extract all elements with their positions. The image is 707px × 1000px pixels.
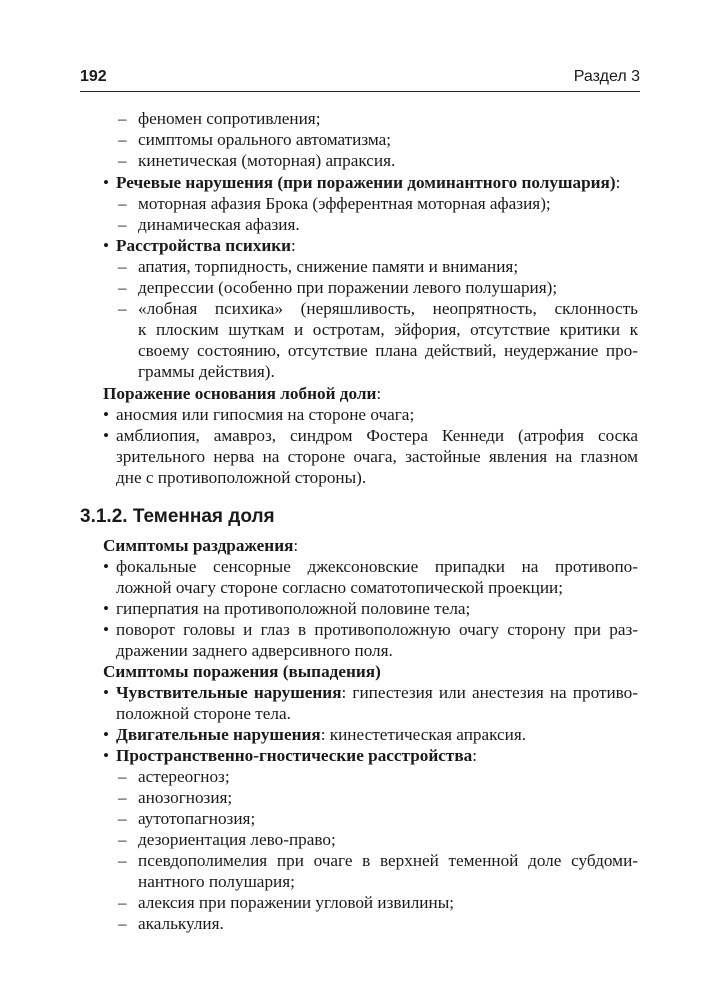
- bullet-marker: •: [103, 236, 110, 255]
- list-item-cont: положной стороне тела.: [116, 704, 291, 723]
- list-item: Чувствительные нарушения: гипестезия или анестезия на противо-: [116, 683, 638, 702]
- list-item: акалькулия.: [138, 914, 224, 933]
- dash-marker: –: [118, 767, 127, 786]
- list-item: анозогнозия;: [138, 788, 233, 807]
- dash-marker: –: [118, 809, 127, 828]
- list-item: аутотопагнозия;: [138, 809, 256, 828]
- bullet-marker: •: [103, 426, 110, 445]
- base-heading: Поражение основания лобной доли:: [103, 384, 382, 403]
- section-label: Раздел 3: [573, 68, 640, 85]
- bullet-marker: •: [103, 725, 110, 744]
- list-item: псевдополимелия при очаге в верхней теменной доле субдоми-: [138, 851, 638, 870]
- dash-marker: –: [118, 851, 127, 870]
- dash-marker: –: [118, 914, 127, 933]
- list-item: моторная афазия Брока (эфферентная моторная афазия);: [138, 194, 551, 213]
- irritation-heading: Симптомы раздражения:: [103, 536, 299, 555]
- list-item-cont: ложной очагу стороне согласно соматотопической проекции;: [116, 578, 564, 597]
- list-item: гиперпатия на противоположной половине тела;: [116, 599, 471, 618]
- dash-marker: –: [118, 257, 127, 276]
- section-heading: 3.1.2. Теменная доля: [80, 506, 275, 527]
- dash-marker: –: [118, 788, 127, 807]
- dash-marker: –: [118, 299, 127, 318]
- list-item-cont: к плоским шуткам и остротам, эйфория, отсутствие критики к: [138, 320, 638, 339]
- list-item: астереогноз;: [138, 767, 230, 786]
- list-item-cont: дражении заднего адверсивного поля.: [116, 641, 393, 660]
- list-item: дезориентация лево-право;: [138, 830, 336, 849]
- bullet-marker: •: [103, 620, 110, 639]
- list-item: «лобная психика» (неряшливость, неопрятность, склонность: [138, 299, 638, 318]
- bullet-marker: •: [103, 746, 110, 765]
- list-item: фокальные сенсорные джексоновские припадки на противопо-: [116, 557, 638, 576]
- dash-marker: –: [118, 109, 127, 128]
- list-item-cont: дне с противоположной стороны).: [116, 468, 367, 487]
- psyche-heading: Расстройства психики:: [116, 236, 296, 255]
- dash-marker: –: [118, 194, 127, 213]
- list-item-cont: своему состоянию, отсутствие плана действий, неудержание про-: [138, 341, 638, 360]
- header-rule: [80, 91, 640, 92]
- bullet-marker: •: [103, 683, 110, 702]
- list-item: депрессии (особенно при поражении левого полушария);: [138, 278, 558, 297]
- bullet-marker: •: [103, 557, 110, 576]
- list-item: Двигательные нарушения: кинестетическая апраксия.: [116, 725, 527, 744]
- list-item: феномен сопротивления;: [138, 109, 321, 128]
- dash-marker: –: [118, 130, 127, 149]
- list-item-cont: зрительного нерва на стороне очага, застойные явления на глазном: [116, 447, 638, 466]
- list-item: симптомы орального автоматизма;: [138, 130, 392, 149]
- dash-marker: –: [118, 151, 127, 170]
- list-item: апатия, торпидность, снижение памяти и внимания;: [138, 257, 519, 276]
- loss-heading: Симптомы поражения (выпадения): [103, 662, 381, 681]
- dash-marker: –: [118, 278, 127, 297]
- dash-marker: –: [118, 893, 127, 912]
- list-item: кинетическая (моторная) апраксия.: [138, 151, 396, 170]
- bullet-marker: •: [103, 173, 110, 192]
- speech-heading: Речевые нарушения (при поражении доминантного полушария):: [116, 173, 621, 192]
- list-item-cont: нантного полушария;: [138, 872, 295, 891]
- page-header: [80, 68, 640, 92]
- list-item: поворот головы и глаз в противоположную очагу сторону при раз-: [116, 620, 638, 639]
- bullet-marker: •: [103, 599, 110, 618]
- list-item: амблиопия, амавроз, синдром Фостера Кеннеди (атрофия соска: [116, 426, 638, 445]
- list-item: алексия при поражении угловой извилины;: [138, 893, 455, 912]
- spatial-heading: Пространственно-гностические расстройства:: [116, 746, 477, 765]
- list-item-cont: граммы действия).: [138, 362, 275, 381]
- bullet-marker: •: [103, 405, 110, 424]
- list-item: аносмия или гипосмия на стороне очага;: [116, 405, 415, 424]
- page-number: 192: [80, 68, 107, 85]
- list-item: динамическая афазия.: [138, 215, 300, 234]
- dash-marker: –: [118, 830, 127, 849]
- dash-marker: –: [118, 215, 127, 234]
